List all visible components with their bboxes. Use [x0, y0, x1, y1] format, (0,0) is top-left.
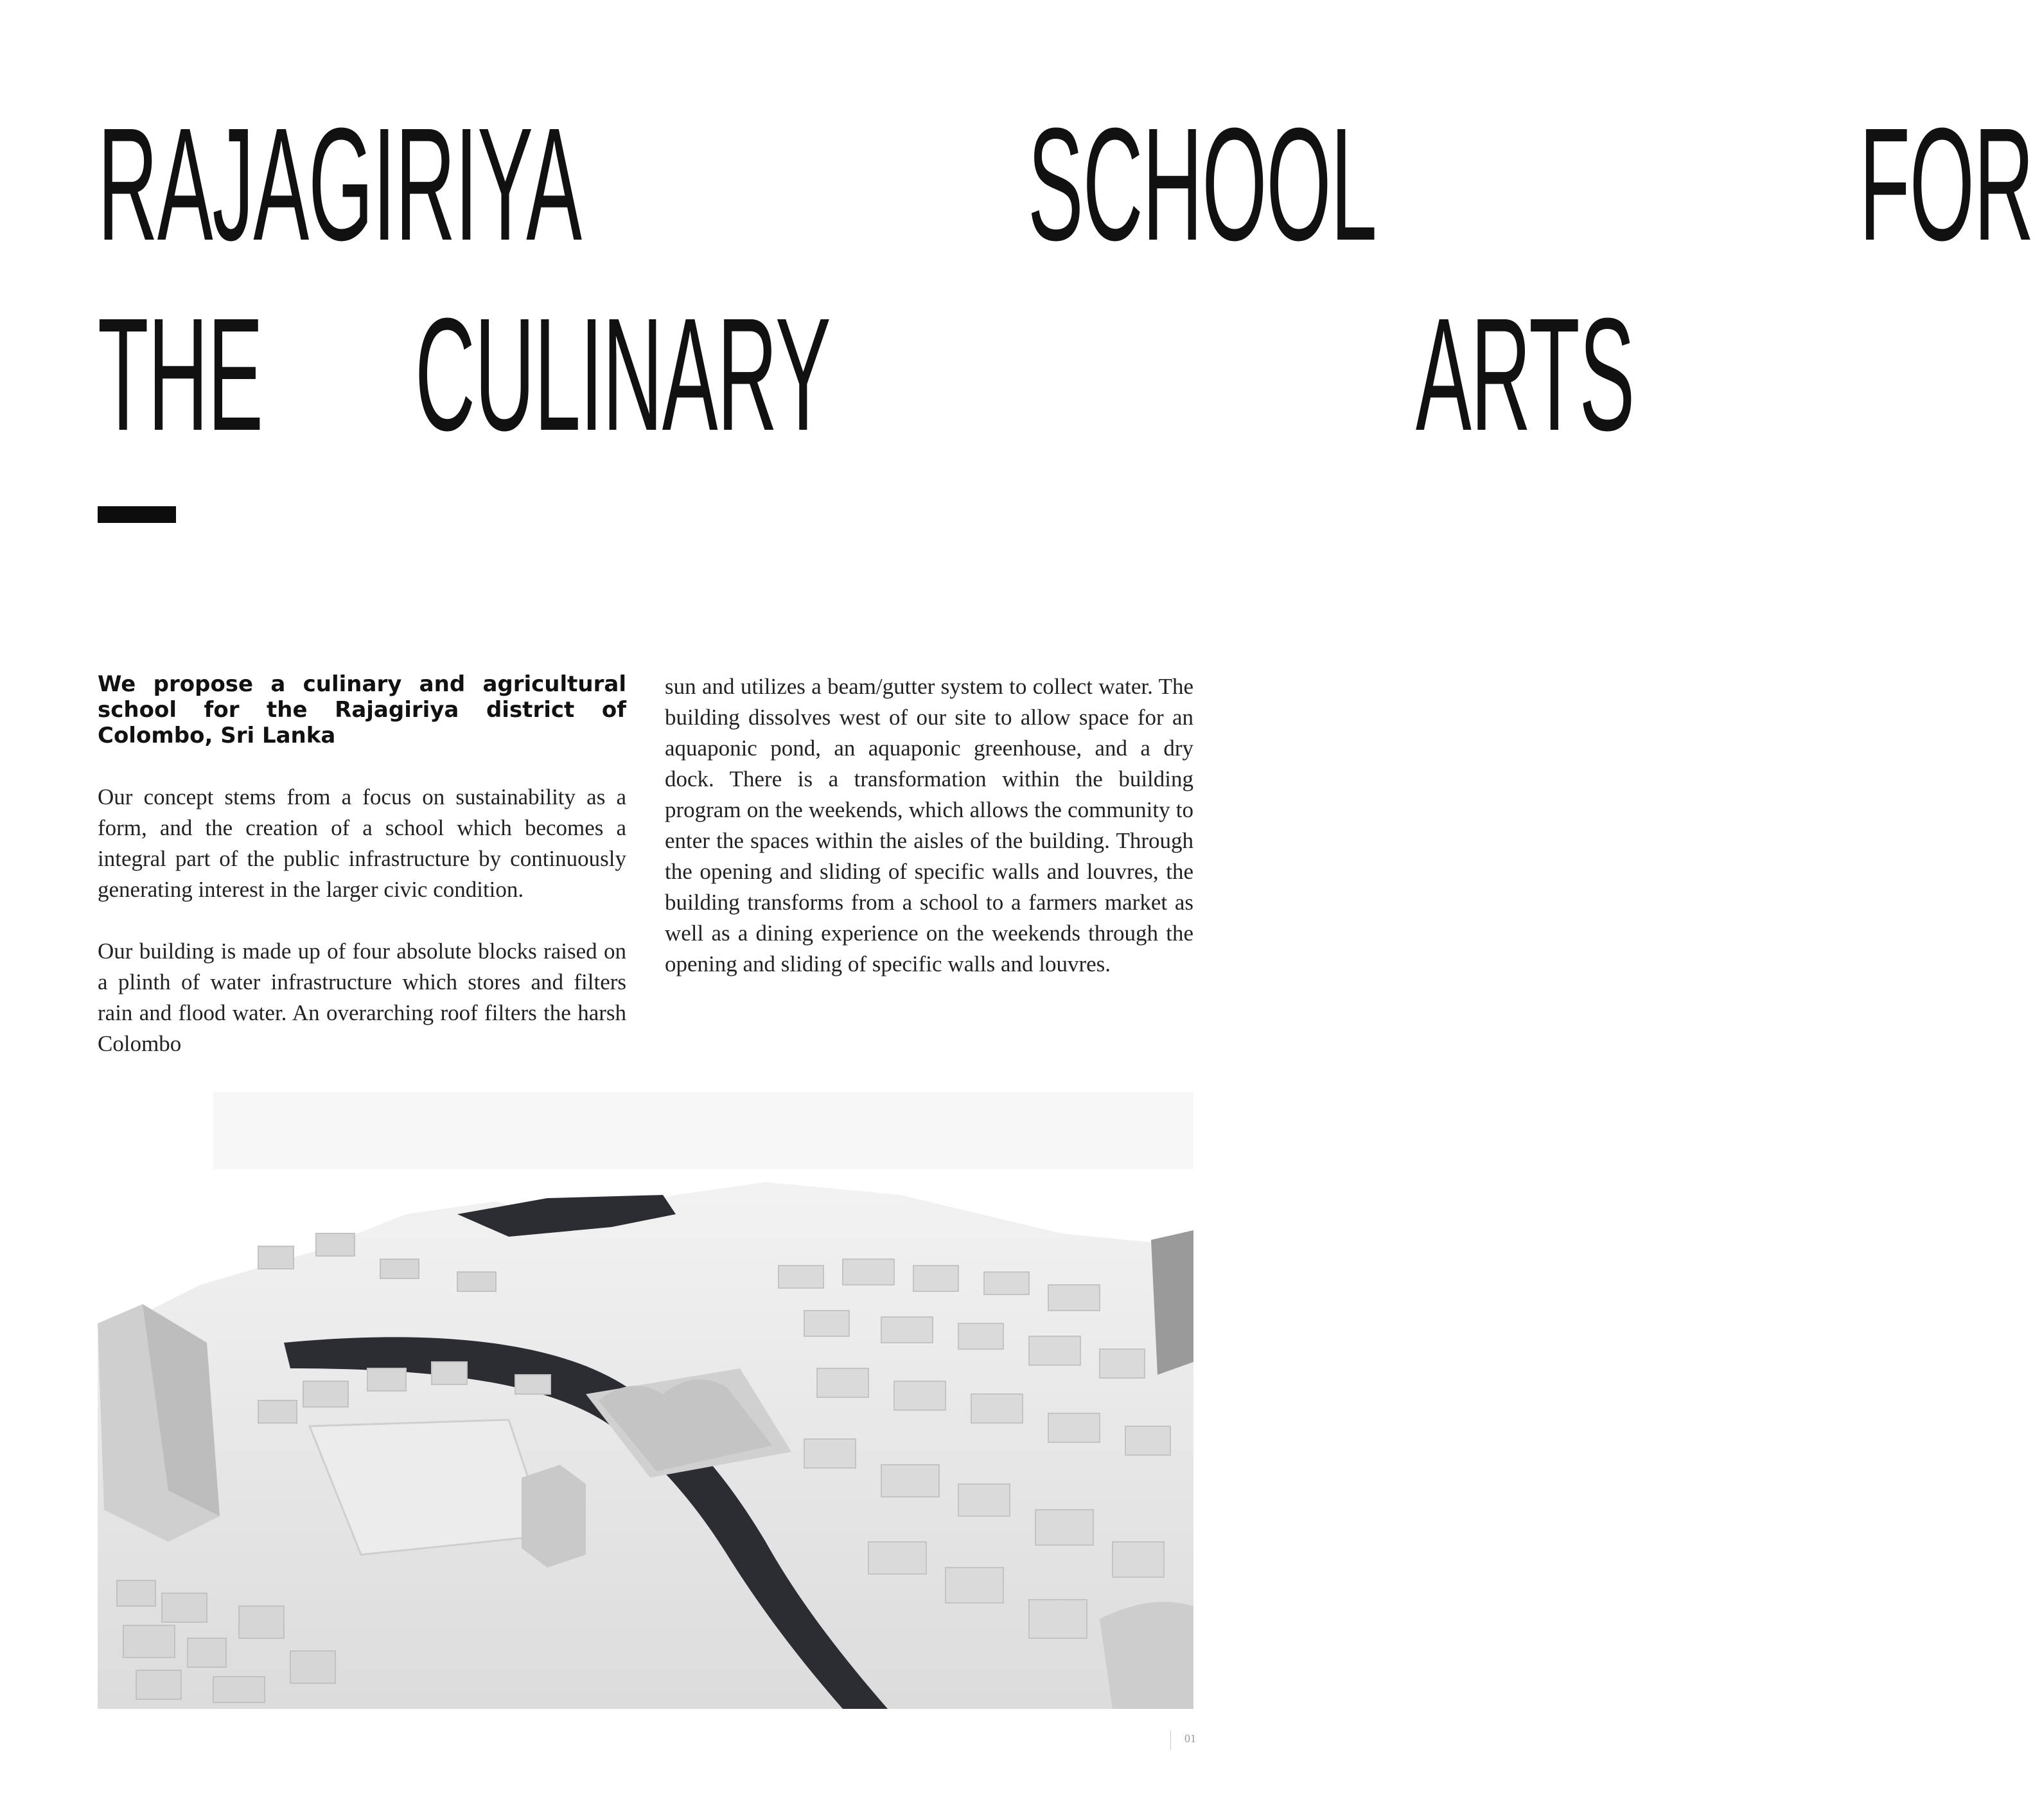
site-massing-illustration [98, 1092, 1193, 1709]
text-column-right [665, 671, 1193, 1011]
concept-paragraph: Our concept stems from a focus on sustainability as a form, and the creation of a school which becomes a integral part of the public infrastructure by continuously generating interest in the larger civic condition. [98, 784, 626, 902]
title-word: SCHOOL [1027, 94, 1377, 274]
title-word: RAJAGIRIYA [98, 94, 581, 274]
title-line-2 [98, 285, 1634, 464]
title-line-1 [98, 94, 2033, 274]
program-paragraph: sun and utilizes a beam/gutter system to collect water. The building dissolves west of our site to allow space for an aquaponic pond, an aquaponic greenhouse, and a dry dock. There is a transformation within the building program on the weekends, which allows the community to enter the spaces within the aisles of the building. Through the opening and sliding of specific walls and louvres, the building transforms from a school to a farmers market as well as a dining experience on the weekends through the opening and sliding of specific walls and louvres. [665, 674, 1193, 976]
site-aerial-render [98, 1092, 1193, 1709]
text-column-left [98, 671, 626, 1090]
building-paragraph: Our building is made up of four absolute blocks raised on a plinth of water infrastructure which stores and filters rain and flood water. An overarching roof filters the harsh Colombo [98, 939, 626, 1056]
page-number-divider [1170, 1731, 1171, 1750]
title-word: THE [98, 285, 263, 464]
title-word: FOR [1859, 94, 2033, 274]
title-word: CULINARY [415, 285, 831, 464]
title-accent-bar [98, 506, 176, 523]
lead-statement: We propose a culinary and agricultural school for the Rajagiriya district of Colombo, Sri Lanka [98, 671, 626, 748]
title-word: ARTS [1415, 285, 1634, 464]
page-number: 01 [1184, 1732, 1196, 1745]
